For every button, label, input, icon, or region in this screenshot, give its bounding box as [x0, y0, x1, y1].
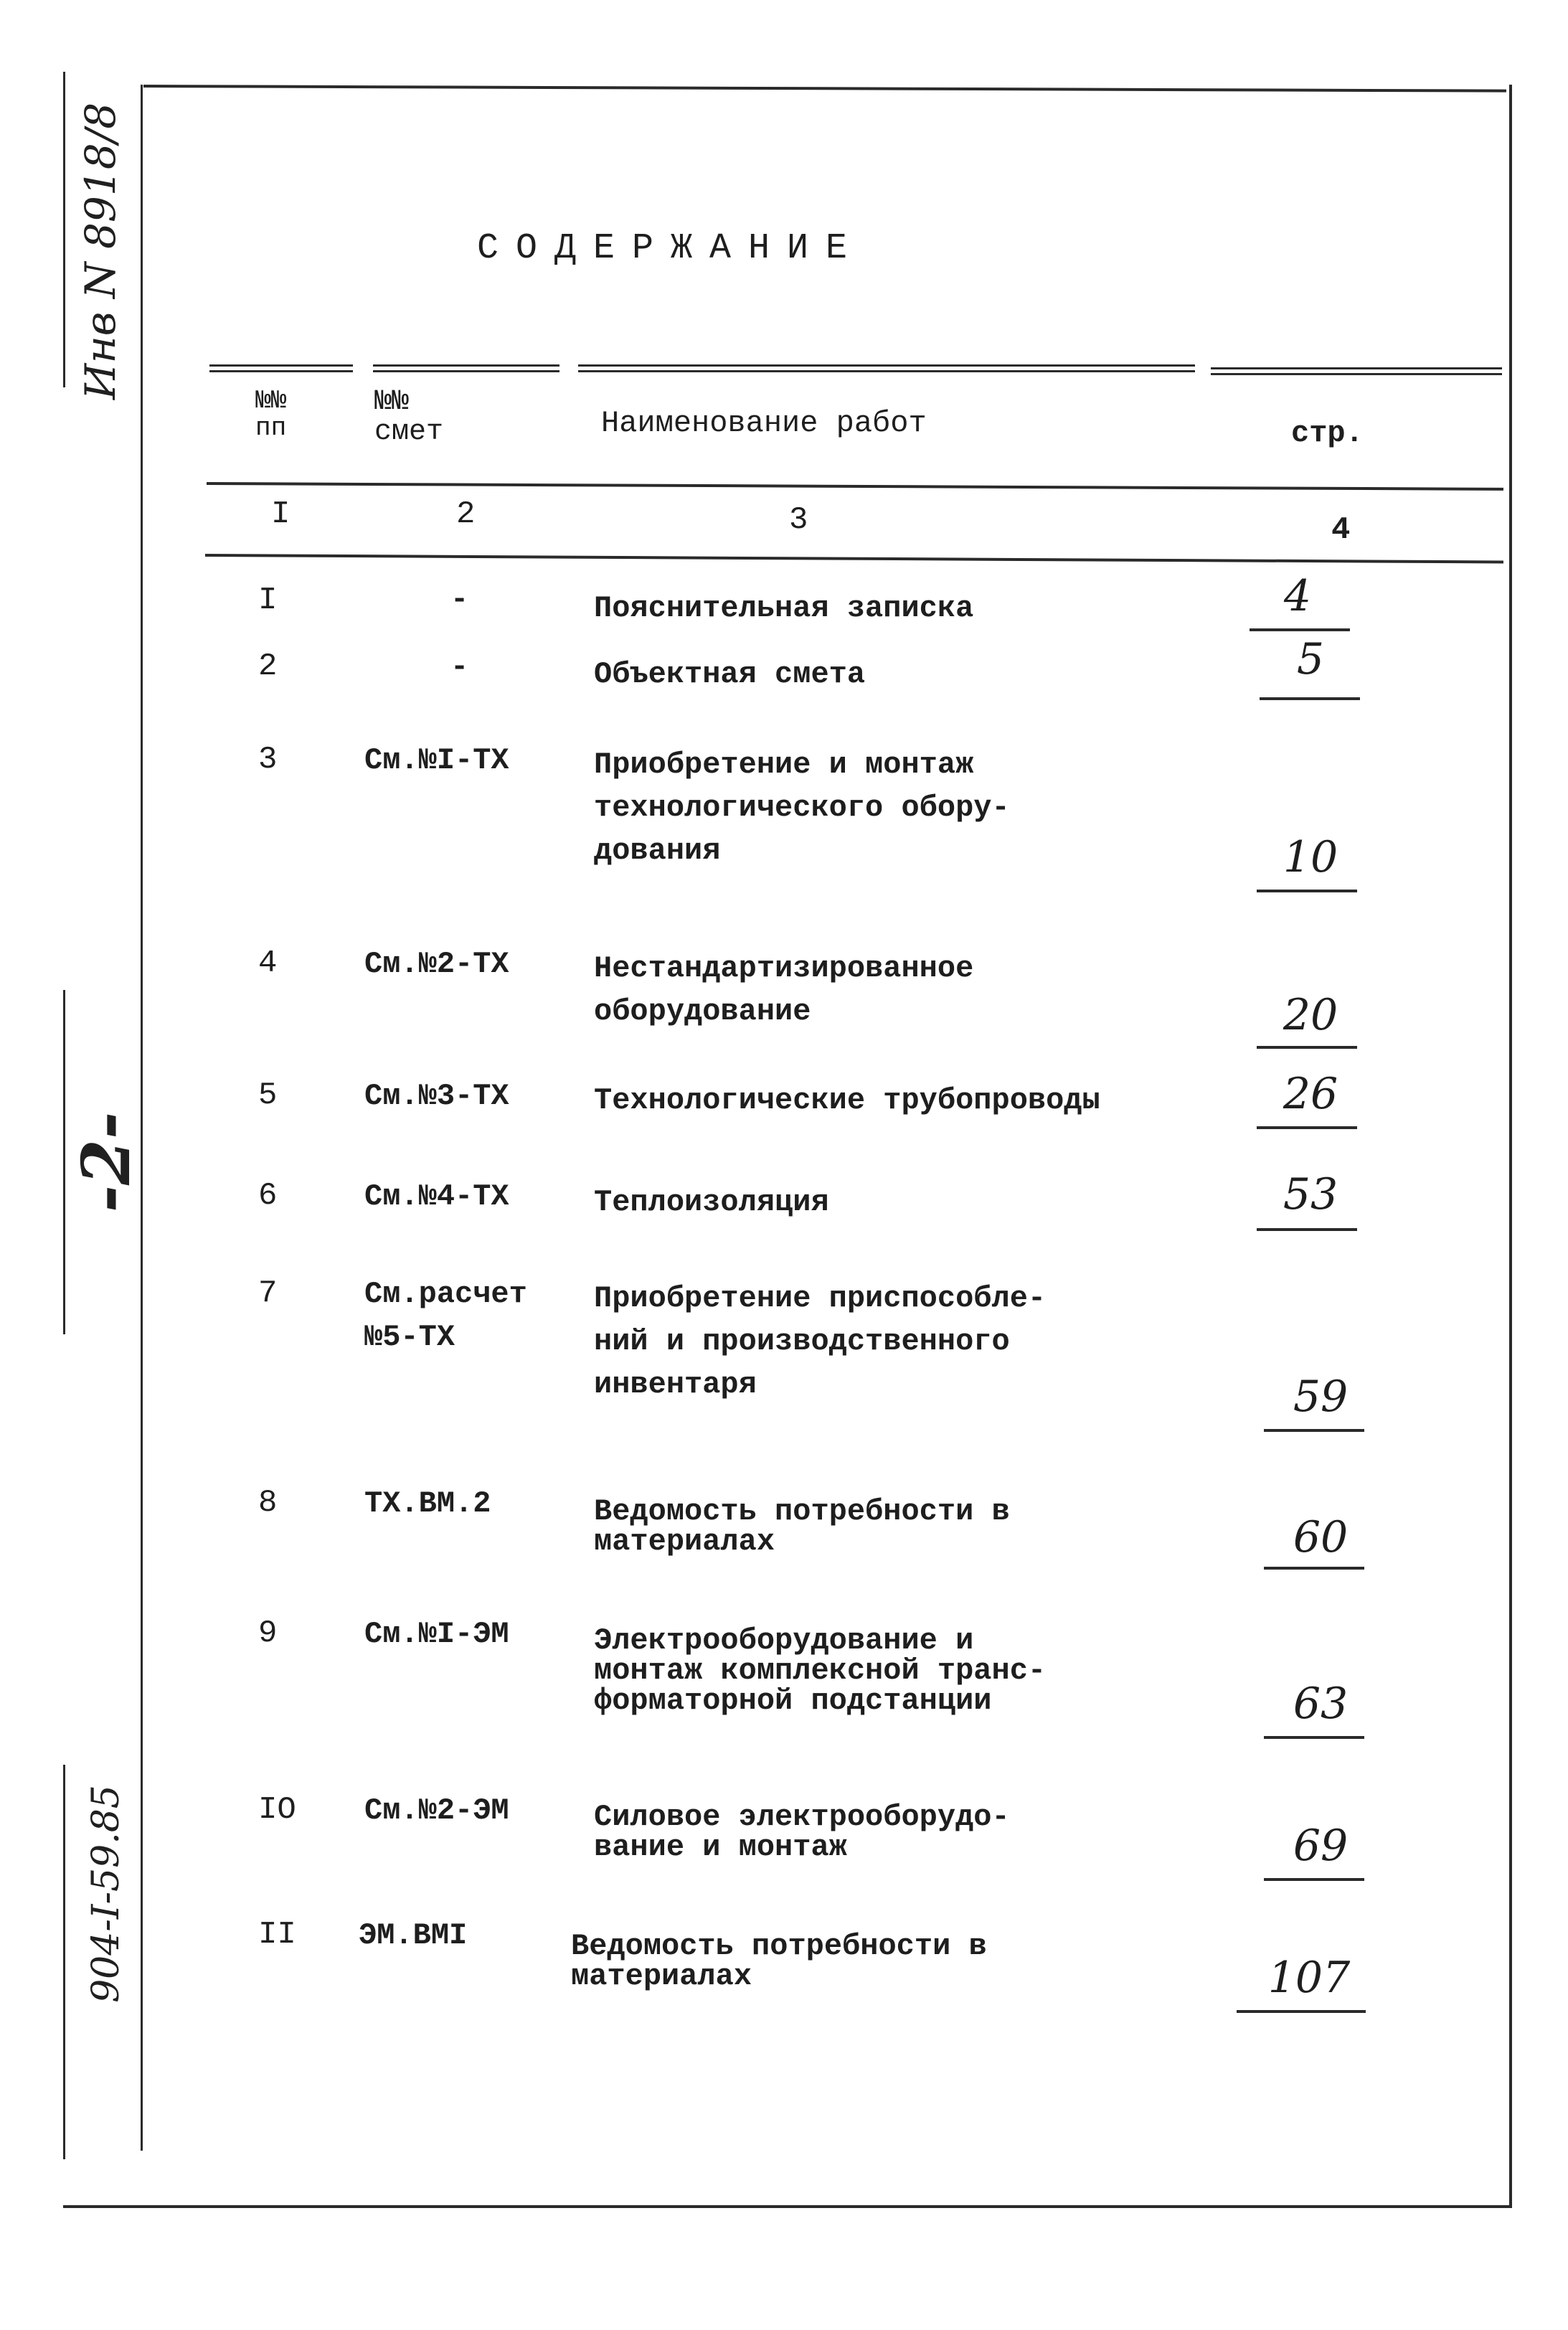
row-9-page-underline [1264, 1736, 1364, 1739]
margin-line-bottom [63, 1765, 65, 2159]
document-code-stamp: 904-I-59.85 [85, 1785, 128, 2003]
row-5-page-underline [1257, 1126, 1357, 1129]
row-8-page: 60 [1293, 1512, 1349, 1562]
column-number-1: I [271, 496, 291, 532]
row-9-estimate: См.№I-ЭМ [364, 1617, 509, 1651]
row-6-name: Теплоизоляция [594, 1185, 829, 1220]
row-3-page-underline [1257, 890, 1357, 892]
row-1-name: Пояснительная записка [594, 591, 974, 626]
header-work-name: Наименование работ [601, 406, 927, 440]
row-7-estimate: См.расчет №5-ТХ [364, 1277, 527, 1354]
row-7-page-underline [1264, 1429, 1364, 1432]
row-10-page-underline [1264, 1878, 1364, 1881]
inventory-stamp: Инв N 8918/8 [76, 102, 125, 400]
frame-bottom-border [63, 2205, 1512, 2208]
row-8-name: Ведомость потребности в материалах [594, 1494, 1010, 1559]
row-6-estimate: См.№4-ТХ [364, 1179, 509, 1214]
column-numbers-rule [205, 554, 1503, 563]
row-1-estimate: - [450, 582, 469, 617]
row-10-name: Силовое электрооборудо- вание и монтаж [594, 1800, 1010, 1864]
column-number-2: 2 [456, 496, 476, 532]
row-6-page-underline [1257, 1228, 1357, 1231]
row-6-number: 6 [258, 1178, 278, 1214]
header-rule-col2 [373, 364, 559, 367]
header-page: стр. [1291, 416, 1364, 451]
row-2-page: 5 [1296, 634, 1325, 684]
row-8-number: 8 [258, 1485, 278, 1521]
row-11-estimate: ЭМ.ВМI [359, 1918, 468, 1953]
row-4-estimate: См.№2-ТХ [364, 947, 509, 981]
row-9-number: 9 [258, 1616, 278, 1651]
row-1-page-underline [1250, 628, 1350, 631]
page-title: СОДЕРЖАНИЕ [477, 228, 865, 269]
row-5-estimate: См.№3-ТХ [364, 1079, 509, 1113]
row-7-page: 59 [1293, 1372, 1349, 1422]
row-3-name: Приобретение и монтаж технологического обору- дования [594, 747, 1010, 868]
row-4-page: 20 [1283, 990, 1338, 1040]
row-9-page: 63 [1293, 1679, 1349, 1729]
row-2-estimate: - [450, 650, 469, 684]
column-number-3: 3 [789, 502, 808, 538]
row-2-name: Объектная смета [594, 657, 866, 692]
row-11-page-underline [1237, 2010, 1366, 2013]
row-10-number: IO [258, 1792, 296, 1828]
row-6-page: 53 [1283, 1169, 1338, 1220]
row-5-page: 26 [1283, 1069, 1338, 1119]
row-3-estimate: См.№I-ТХ [364, 743, 509, 778]
row-8-estimate: ТХ.ВМ.2 [364, 1486, 491, 1521]
row-4-name: Нестандартизированное оборудование [594, 951, 974, 1029]
row-1-number: I [258, 582, 278, 618]
margin-line-top [63, 72, 65, 387]
row-9-name: Электрооборудование и монтаж комплексной транс- форматорной подстанции [594, 1623, 1047, 1718]
header-bottom-rule [207, 482, 1503, 491]
header-estimate-number: №№ смет [374, 386, 444, 448]
row-5-number: 5 [258, 1077, 278, 1113]
row-11-number: II [258, 1917, 296, 1953]
row-2-number: 2 [258, 648, 278, 684]
page-number-mark: -2- [67, 1111, 145, 1213]
row-10-estimate: См.№2-ЭМ [364, 1793, 509, 1828]
row-7-name: Приобретение приспособле- ний и производственного инвентаря [594, 1281, 1047, 1402]
row-2-page-underline [1260, 697, 1360, 700]
header-row-number: №№ пп [255, 386, 287, 443]
row-8-page-underline [1264, 1567, 1364, 1570]
row-1-page: 4 [1283, 571, 1312, 621]
header-rule-col1 [209, 364, 353, 367]
row-11-page: 107 [1267, 1953, 1351, 2003]
row-3-page: 10 [1283, 832, 1338, 882]
column-number-4: 4 [1331, 512, 1351, 548]
row-4-number: 4 [258, 945, 278, 981]
margin-line-middle [63, 990, 65, 1334]
row-10-page: 69 [1293, 1821, 1349, 1871]
row-3-number: 3 [258, 742, 278, 778]
frame-right-border [1509, 85, 1512, 2207]
row-4-page-underline [1257, 1046, 1357, 1049]
header-rule-col3 [578, 364, 1195, 367]
row-7-number: 7 [258, 1275, 278, 1311]
row-11-name: Ведомость потребности в материалах [571, 1929, 987, 1994]
header-rule-col4 [1211, 367, 1502, 369]
frame-top-border [143, 85, 1506, 93]
row-5-name: Технологические трубопроводы [594, 1083, 1100, 1118]
